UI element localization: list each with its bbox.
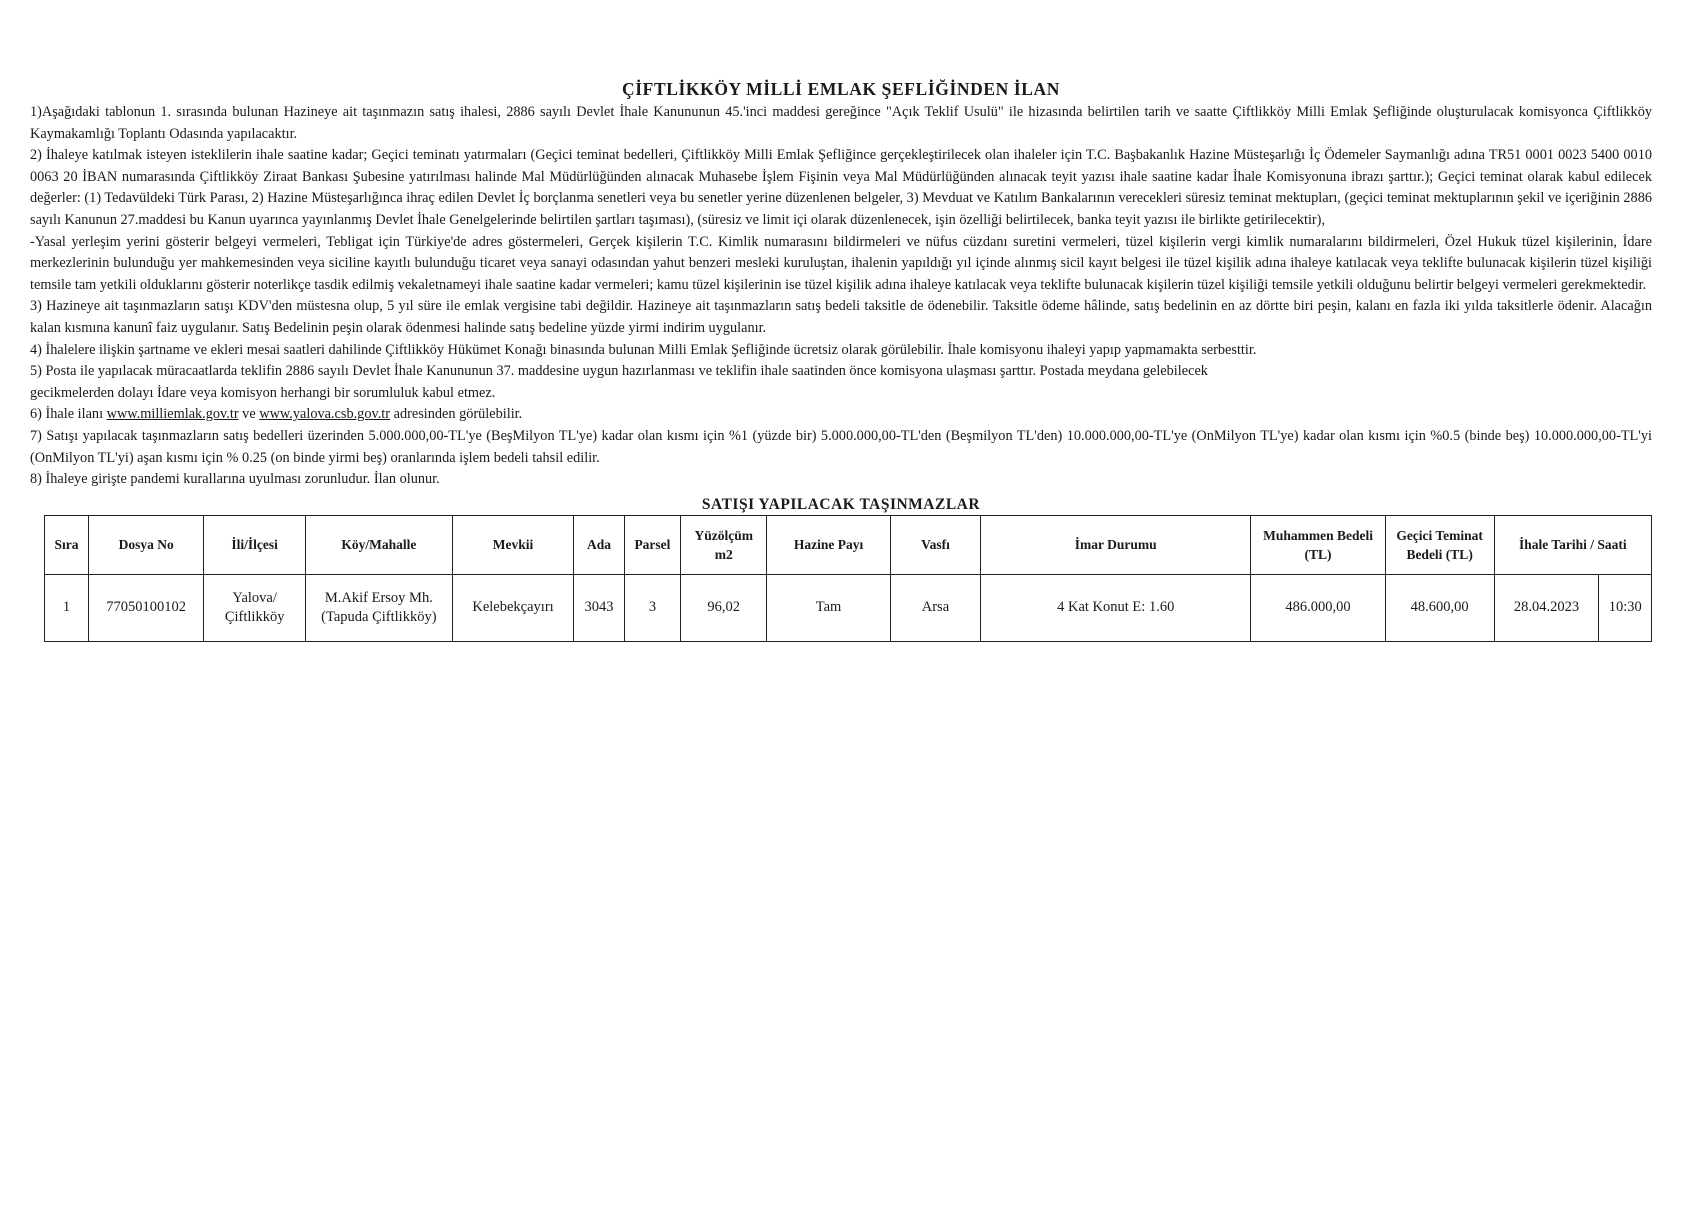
- cell-vasfi: Arsa: [890, 574, 980, 641]
- paragraph-3: 3) Hazineye ait taşınmazların satışı KDV'den müstesna olup, 5 yıl süre ile emlak vergisine tabi değildir. Hazineye ait taşınmazların satış bedeli taksitle de ödenebilir. Taksitle ödeme hâlinde, satış bedelinin en az dörtte biri peşin, kalanı en fazla iki yılda taksitlerle ödenir. Alacağın kalan kısmına kanunî faiz uygulanır. Satış Bedelinin peşin olarak ödenmesi halinde satış bedeline yüzde yirmi indirim uygulanır.: [30, 298, 1652, 336]
- paragraph-5: 5) Posta ile yapılacak müracaatlarda teklifin 2886 sayılı Devlet İhale Kanununun 37. maddesine uygun hazırlanması ve teklifin ihale saatinden önce komisyona ulaşması şarttır. Postada meydana gelebilecek: [30, 363, 1208, 380]
- cell-mevkii: Kelebekçayırı: [452, 574, 574, 641]
- table-row: [45, 574, 1652, 641]
- table-title: SATIŞI YAPILACAK TAŞINMAZLAR: [701, 495, 981, 513]
- cell-sira: 1: [45, 574, 89, 641]
- paragraph-2: 2) İhaleye katılmak isteyen isteklilerin ihale saatine kadar; Geçici teminatı yatırmaları (Geçici teminat bedelleri, Çiftlikköy Milli Emlak Şefliğince gerçekleştirilecek olan ihaleler için T.C. Başbakanlık Hazine Müsteşarlığı İç Ödemeler Saymanlığı adına TR51 0001 0023 5400 0010 0063 20 İBAN numarasında Çiftlikköy Ziraat Bankası Şubesine yatırılması halinde Mal Müdürlüğünden alınacak Muhasebe İşlem Fişinin veya Mal Müdürlüğünden alınacak teyit yazısı ihale saatine kadar İhale Komisyonuna ibrazı şarttır.); Geçici teminat olarak kabul edilecek değerler: (1) Tedavüldeki Türk Parası, 2) Hazine Müsteşarlığınca ihraç edilen Devlet İç borçlanma senetleri veya bu senetler yerine düzenlenen belgeler, 3) Mevduat ve Katılım Bankalarının verecekleri süresiz teminat mektupları, (geçici teminat mektuplarının şekil ve içeriğinin 2886 sayılı Kanunun 27.maddesi bu Kanun uyarınca yayınlanmış Devlet İhale Genelgelerinde belirtilen şartları taşıması), (süresiz ve limit içi olarak düzenlenecek, işin özelliği belirtilecek, banka teyit yazısı ile birlikte getirilecektir),: [30, 147, 1652, 228]
- table-header-row: [45, 515, 1652, 574]
- paragraph-4: 4) İhalelere ilişkin şartname ve ekleri mesai saatleri dahilinde Çiftlikköy Hükümet Konağı binasında bulunan Milli Emlak Şefliğinde ücretsiz olarak görülebilir. İhale komisyonu ihaleyi yapıp yapmamakta serbesttir.: [30, 341, 1257, 358]
- paragraph-2-requirements: -Yasal yerleşim yerini gösterir belgeyi vermeleri, Tebligat için Türkiye'de adres göstermeleri, Gerçek kişilerin T.C. Kimlik numarasını bildirmeleri ve nüfus cüzdanı suretini vermeleri, tüzel kişilerin vergi kimlik numaralarını bildirmeleri, Özel Hukuk tüzel kişilerinin, İdare merkezlerinin bulunduğu yer mahkemesinden veya siciline kayıtlı bulunduğu ticaret veya sanayi odasından yahut benzeri mesleki kuruluştan, ihalenin yapıldığı yıl içinde alınmış sicil kayıt belgesi ile tüzel kişilik adına ihaleye katılacak veya teklifte bulunacak kişilerin tüzel kişiliği temsile tam yetkili olduklarını gösterir noterlikçe tasdik edilmiş vekaletnameyi ihale saatine kadar vermeleri; kamu tüzel kişilerinin ise tüzel kişilik adına ihaleye katılacak veya teklifte bulunacak kişilerin tüzel kişiliği temsile yetkili olduğunu belirtir belgeyi vermeleri gerekmektedir.: [30, 233, 1652, 293]
- paragraph-1: 1)Aşağıdaki tablonun 1. sırasında bulunan Hazineye ait taşınmazın satış ihalesi, 2886 sayılı Devlet İhale Kanununun 45.'inci maddesi gereğince "Açık Teklif Usulü" ile hizasında belirtilen tarih ve saatte Çiftlikköy Milli Emlak Şefliğinde oluşturulacak komisyonca Çiftlikköy Kaymakamlığı Toplantı Odasında yapılacaktır.: [30, 104, 1652, 142]
- header-muhammen: Muhammen Bedeli (TL): [1251, 515, 1385, 574]
- paragraph-8: 8) İhaleye girişte pandemi kurallarına uyulması zorunludur. İlan olunur.: [30, 471, 440, 488]
- cell-il-ilce: Yalova/ Çiftlikköy: [204, 574, 306, 641]
- cell-ada: 3043: [574, 574, 624, 641]
- header-vasfi: Vasfı: [890, 515, 980, 574]
- paragraph-5-continued: gecikmelerden dolayı İdare veya komisyon herhangi bir sorumluluk kabul etmez.: [30, 384, 496, 401]
- header-gecici-teminat: Geçici Teminat Bedeli (TL): [1385, 515, 1494, 574]
- header-yuzolcum: Yüzölçüm m2: [681, 515, 767, 574]
- cell-parsel: 3: [624, 574, 681, 641]
- header-il-ilce: İli/İlçesi: [204, 515, 306, 574]
- header-ihale-tarihi: İhale Tarihi / Saati: [1494, 515, 1651, 574]
- cell-hazine-payi: Tam: [767, 574, 891, 641]
- yalova-csb-link[interactable]: www.yalova.csb.gov.tr: [259, 406, 391, 423]
- announcement-document: [30, 78, 1652, 642]
- paragraph-6-suffix: adresinden görülebilir.: [393, 406, 523, 423]
- paragraph-6-prefix: 6) İhale ilanı: [30, 406, 104, 423]
- cell-dosya-no: 77050100102: [89, 574, 204, 641]
- paragraph-6-mid: ve: [242, 406, 256, 423]
- cell-koy-mahalle: M.Akif Ersoy Mh. (Tapuda Çiftlikköy): [305, 574, 452, 641]
- properties-table: [44, 515, 1652, 642]
- cell-ihale-tarihi: 28.04.2023: [1494, 574, 1599, 641]
- header-ada: Ada: [574, 515, 624, 574]
- cell-gecici-teminat: 48.600,00: [1385, 574, 1494, 641]
- header-dosya-no: Dosya No: [89, 515, 204, 574]
- cell-imar-durumu: 4 Kat Konut E: 1.60: [981, 574, 1251, 641]
- milliemlak-link[interactable]: www.milliemlak.gov.tr: [106, 406, 239, 423]
- header-hazine-payi: Hazine Payı: [767, 515, 891, 574]
- page-title: ÇİFTLİKKÖY MİLLİ EMLAK ŞEFLİĞİNDEN İLAN: [622, 79, 1060, 99]
- paragraph-7: 7) Satışı yapılacak taşınmazların satış bedelleri üzerinden 5.000.000,00-TL'ye (BeşMilyon TL'ye) kadar olan kısmı için %1 (yüzde bir) 5.000.000,00-TL'den (Beşmilyon TL'den) 10.000.000,00-TL'ye (OnMilyon TL'ye) kadar olan kısmı için %0.5 (binde beş) 10.000.000,00-TL'yi (OnMilyon TL'yi) aşan kısmı için % 0.25 (on binde yirmi beş) oranlarında işlem bedeli tahsil edilir.: [30, 427, 1652, 466]
- header-mevkii: Mevkii: [452, 515, 574, 574]
- header-parsel: Parsel: [624, 515, 681, 574]
- cell-yuzolcum: 96,02: [681, 574, 767, 641]
- paragraph-6: [30, 404, 1652, 426]
- header-sira: Sıra: [45, 515, 89, 574]
- cell-muhammen: 486.000,00: [1251, 574, 1385, 641]
- header-koy-mahalle: Köy/Mahalle: [305, 515, 452, 574]
- cell-ihale-saati: 10:30: [1599, 574, 1652, 641]
- header-imar-durumu: İmar Durumu: [981, 515, 1251, 574]
